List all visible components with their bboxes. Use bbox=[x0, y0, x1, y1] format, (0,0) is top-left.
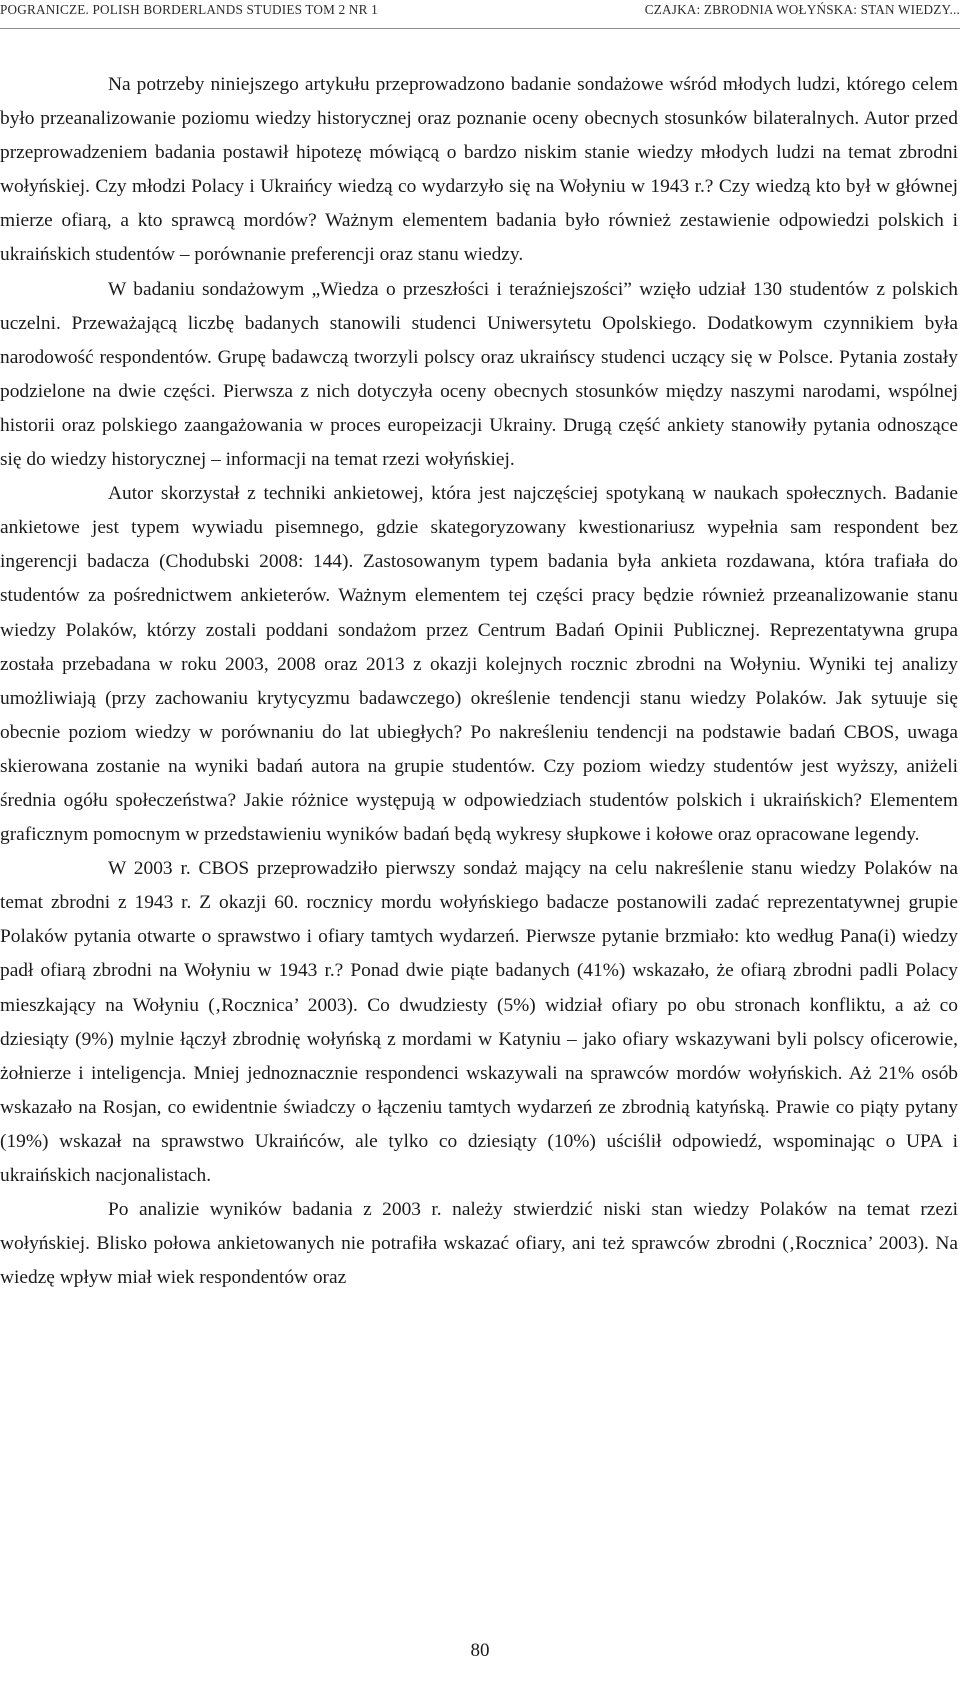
article-running-title: CZAJKA: ZBRODNIA WOŁYŃSKA: STAN WIEDZY... bbox=[644, 2, 960, 17]
paragraph-2: W badaniu sondażowym „Wiedza o przeszłości i teraźniejszości” wzięło udział 130 studentów z polskich uczelni. Przeważającą liczbę badanych stanowili studenci Uniwersytetu Opolskiego. Dodatkowym czynnikiem była narodowość respondentów. Grupę badawczą tworzyli polscy oraz ukraińscy studenci uczący się w Polsce. Pytania zostały podzielone na dwie części. Pierwsza z nich dotyczyła oceny obecnych stosunków między naszymi narodami, wspólnej historii oraz polskiego zaangażowania w proces europeizacji Ukrainy. Drugą część ankiety stanowiły pytania odnoszące się do wiedzy historycznej – informacji na temat rzezi wołyńskiej. bbox=[0, 278, 958, 471]
journal-title: POGRANICZE. POLISH BORDERLANDS STUDIES TOM 2 NR 1 bbox=[0, 2, 378, 17]
article-body bbox=[0, 68, 958, 1295]
running-head bbox=[0, 2, 960, 26]
paragraph-5: Po analizie wyników badania z 2003 r. należy stwierdzić niski stan wiedzy Polaków na temat rzezi wołyńskiej. Blisko połowa ankietowanych nie potrafiła wskazać ofiary, ani też sprawców zbrodni (‚Rocznica’ 2003). Na wiedzę wpływ miał wiek respondentów oraz bbox=[0, 1199, 958, 1289]
paragraph-4: W 2003 r. CBOS przeprowadziło pierwszy sondaż mający na celu nakreślenie stanu wiedzy Polaków na temat zbrodni z 1943 r. Z okazji 60. rocznicy mordu wołyńskiego badacze postanowili zadać reprezentatywnej grupie Polaków pytania otwarte o sprawstwo i ofiary tamtych wydarzeń. Pierwsze pytanie brzmiało: kto według Pana(i) wiedzy padł ofiarą zbrodni na Wołyniu w 1943 r.? Ponad dwie piąte badanych (41%) wskazało, że ofiarą zbrodni padli Polacy mieszkający na Wołyniu (‚Rocznica’ 2003). Co dwudziesty (5%) widział ofiary po obu stronach konfliktu, a aż co dziesiąty (9%) mylnie łączył zbrodnię wołyńską z mordami w Katyniu – jako ofiary wskazywani byli polscy oficerowie, żołnierze i inteligencja. Mniej jednoznacznie respondenci wskazywali na sprawców mordów wołyńskich. Aż 21% osób wskazało na Rosjan, co ewidentnie świadczy o łączeniu tamtych wydarzeń ze zbrodnią katyńską. Prawie co piąty pytany (19%) wskazał na sprawstwo Ukraińców, ale tylko co dziesiąty (10%) uściślił odpowiedź, wspominając o UPA i ukraińskich nacjonalistach. bbox=[0, 858, 958, 1186]
paragraph-3: Autor skorzystał z techniki ankietowej, która jest najczęściej spotykaną w naukach społecznych. Badanie ankietowe jest typem wywiadu pisemnego, gdzie skategoryzowany kwestionariusz wypełnia sam respondent bez ingerencji badacza (Chodubski 2008: 144). Zastosowanym typem badania była ankieta rozdawana, która trafiała do studentów za pośrednictwem ankieterów. Ważnym elementem tej części pracy będzie również przeanalizowanie stanu wiedzy Polaków, którzy zostali poddani sondażom przez Centrum Badań Opinii Publicznej. Reprezentatywna grupa została przebadana w roku 2003, 2008 oraz 2013 z okazji kolejnych rocznic zbrodni na Wołyniu. Wyniki tej analizy umożliwiają (przy zachowaniu krytycyzmu badawczego) określenie tendencji stanu wiedzy Polaków. Jak sytuuje się obecnie poziom wiedzy w porównaniu do lat ubiegłych? Po nakreśleniu tendencji na podstawie badań CBOS, uwaga skierowana zostanie na wyniki badań autora na grupie studentów. Czy poziom wiedzy studentów jest wyższy, aniżeli średnia ogółu społeczeństwa? Jakie różnice występują w odpowiedziach studentów polskich i ukraińskich? Elementem graficznym pomocnym w przedstawieniu wyników badań będą wykresy słupkowe i kołowe oraz opracowane legendy. bbox=[0, 483, 958, 846]
paragraph-1: Na potrzeby niniejszego artykułu przeprowadzono badanie sondażowe wśród młodych ludzi, którego celem było przeanalizowanie poziomu wiedzy historycznej oraz poznanie oceny obecnych stosunków bilateralnych. Autor przed przeprowadzeniem badania postawił hipotezę mówiącą o bardzo niskim stanie wiedzy młodych ludzi na temat zbrodni wołyńskiej. Czy młodzi Polacy i Ukraińcy wiedzą co wydarzyło się na Wołyniu w 1943 r.? Czy wiedzą kto był w głównej mierze ofiarą, a kto sprawcą mordów? Ważnym elementem badania było również zestawienie odpowiedzi polskich i ukraińskich studentów – porównanie preferencji oraz stanu wiedzy. bbox=[0, 74, 958, 266]
page-number: 80 bbox=[470, 1640, 490, 1661]
header-rule bbox=[0, 28, 960, 29]
